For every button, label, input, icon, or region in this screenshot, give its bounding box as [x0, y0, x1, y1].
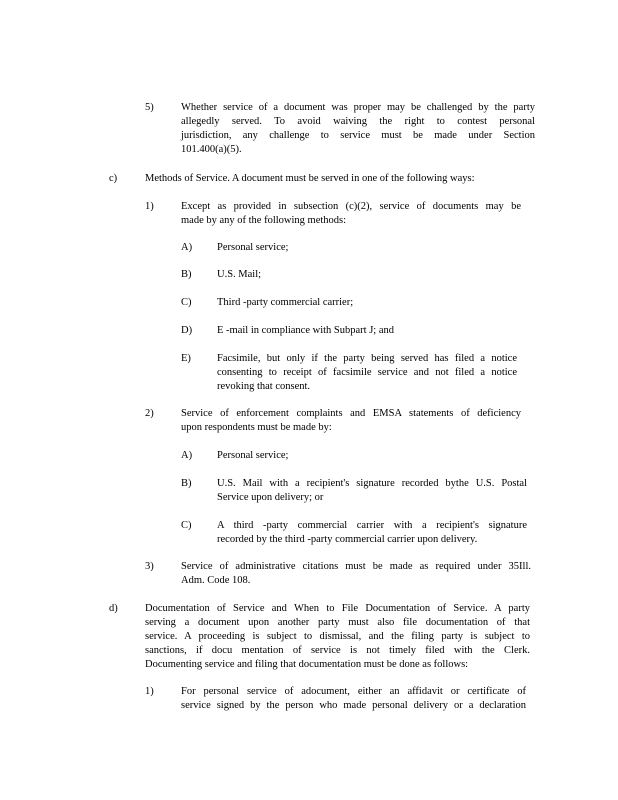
item-text — [217, 449, 517, 463]
text-line: service signed by the person who made personal delivery or a declaration — [181, 700, 526, 711]
text-line: revoking that consent. — [217, 381, 311, 392]
section-label: d) — [109, 603, 118, 614]
paragraph-text — [181, 560, 531, 588]
text-line: 101.400(a)(5). — [181, 144, 242, 155]
text-line: made by any of the following methods: — [181, 215, 347, 226]
text-line: service. A proceeding is subject to dismissal, and the filing party is subject to — [145, 631, 530, 642]
item-label: D) — [181, 325, 193, 336]
text-line: Third -party commercial carrier; — [217, 297, 354, 308]
paragraph-label: 2) — [145, 408, 154, 419]
paragraph-text — [145, 602, 530, 672]
text-line: Service of administrative citations must be made as required under 35Ill. — [181, 561, 531, 572]
paragraph-text — [181, 101, 535, 157]
item-text — [217, 352, 517, 394]
text-line: Facsimile, but only if the party being served has filed a notice — [217, 353, 517, 364]
text-line: serving a document upon another party must also file documentation of that — [145, 617, 530, 628]
paragraph-label: 1) — [145, 686, 154, 697]
paragraph-label: 5) — [145, 102, 154, 113]
text-line: Service of enforcement complaints and EMSA statements of deficiency — [181, 408, 521, 419]
item-label: B) — [181, 269, 192, 280]
item-label: A) — [181, 242, 193, 253]
item-text — [217, 477, 527, 505]
text-line: E -mail in compliance with Subpart J; and — [217, 325, 395, 336]
text-line: Adm. Code 108. — [181, 575, 251, 586]
item-text — [217, 268, 517, 282]
text-line: Documentation of Service and When to File Documentation of Service. A party — [145, 603, 530, 614]
text-line: Methods of Service. A document must be served in one of the following ways: — [145, 173, 475, 184]
text-line: Personal service; — [217, 242, 289, 253]
text-line: U.S. Mail with a recipient's signature recorded bythe U.S. Postal — [217, 478, 527, 489]
paragraph-label: 1) — [145, 201, 154, 212]
text-line: Documenting service and filing that documentation must be done as follows: — [145, 659, 469, 670]
item-text — [217, 519, 527, 547]
item-label: C) — [181, 297, 192, 308]
text-line: jurisdiction, any challenge to service must be made under Section — [181, 130, 535, 141]
paragraph-label: 3) — [145, 561, 154, 572]
text-line: Except as provided in subsection (c)(2), service of documents may be — [181, 201, 521, 212]
text-line: U.S. Mail; — [217, 269, 262, 280]
text-line: Whether service of a document was proper may be challenged by the party — [181, 102, 535, 113]
section-label: c) — [109, 173, 118, 184]
item-label: C) — [181, 520, 192, 531]
text-line: Service upon delivery; or — [217, 492, 324, 503]
paragraph-text — [181, 685, 526, 713]
item-text — [217, 241, 517, 255]
paragraph-text — [181, 407, 521, 435]
text-line: allegedly served. To avoid waiving the right to contest personal — [181, 116, 535, 127]
item-label: B) — [181, 478, 192, 489]
text-line: recorded by the third -party commercial carrier upon delivery. — [217, 534, 478, 545]
item-label: E) — [181, 353, 191, 364]
paragraph-text — [145, 172, 525, 186]
text-line: consenting to receipt of facsimile service and not filed a notice — [217, 367, 517, 378]
text-line: sanctions, if docu mentation of service is not timely filed with the Clerk. — [145, 645, 530, 656]
text-line: upon respondents must be made by: — [181, 422, 332, 433]
text-line: A third -party commercial carrier with a recipient's signature — [217, 520, 527, 531]
item-text — [217, 324, 517, 338]
text-line: Personal service; — [217, 450, 289, 461]
item-text — [217, 296, 517, 310]
paragraph-text — [181, 200, 521, 228]
text-line: For personal service of adocument, either an affidavit or certificate of — [181, 686, 526, 697]
item-label: A) — [181, 450, 193, 461]
